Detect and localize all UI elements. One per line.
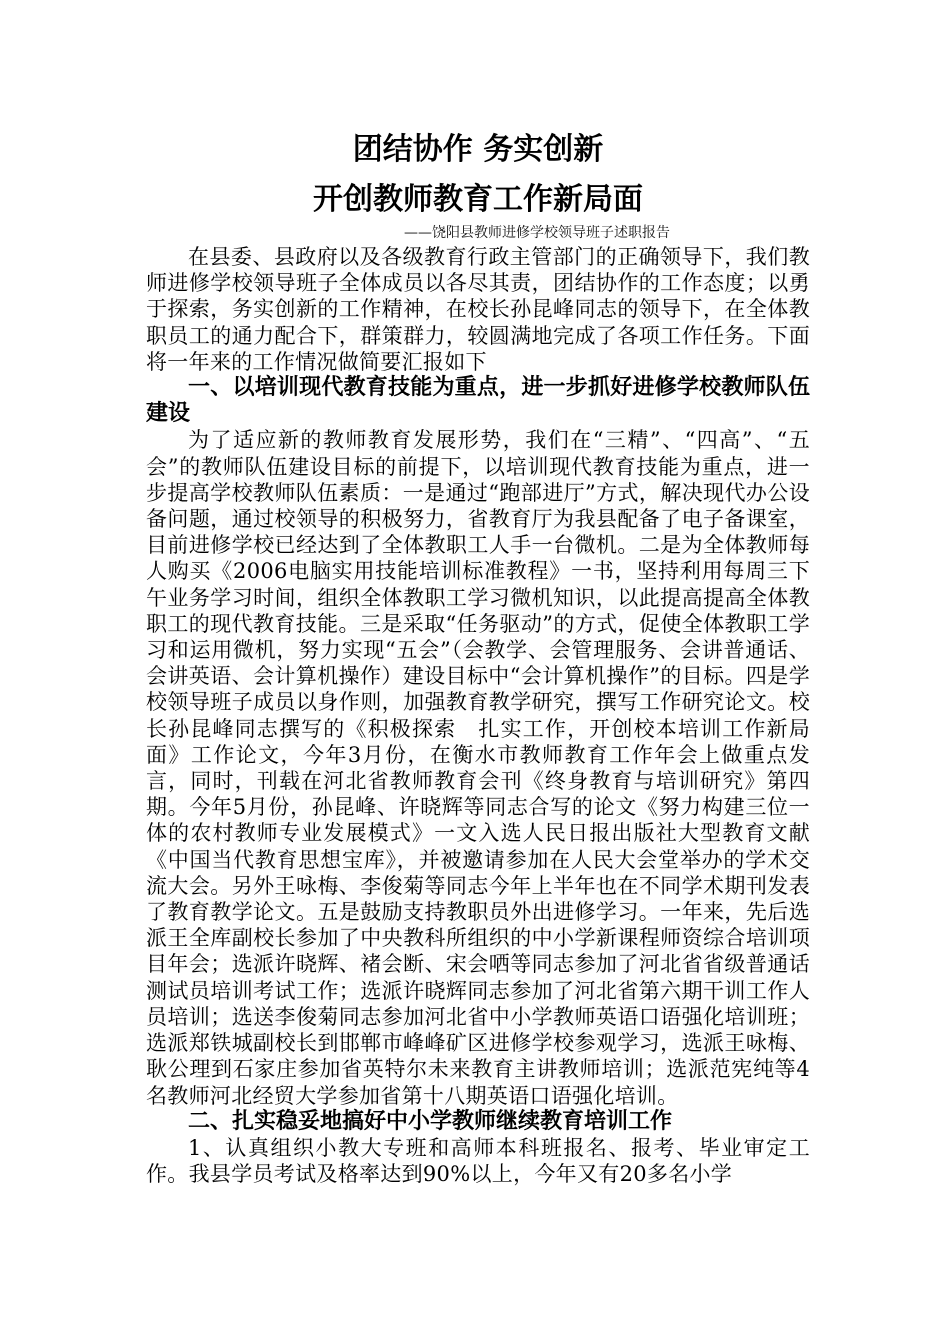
document-page [146,128,810,1187]
section-2-heading: 二、扎实稳妥地搞好中小学教师继续教育培训工作 [188,1108,673,1134]
document-subtitle: ——饶阳县教师进修学校领导班子述职报告 [404,225,670,241]
intro-paragraph: 在县委、县政府以及各级教育行政主管部门的正确领导下，我们教师进修学校领导班子全体成员以各尽其责，团结协作的工作态度；以勇于探索，务实创新的工作精神，在校长孙昆峰同志的领导下，在全体教职员工的通力配合下，群策群力，较圆满地完成了各项工作任务。下面将一年来的工作情况做简要汇报如下 [146,245,810,374]
section-1-paragraph: 为了适应新的教师教育发展形势，我们在“三精”、“四高”、“五会”的教师队伍建设目标的前提下，以培训现代教育技能为重点，进一步提高学校教师队伍素质：一是通过“跑部进厅”方式，解决现代办公设备问题，通过校领导的积极努力，省教育厅为我县配备了电子备课室，目前进修学校已经达到了全体教职工人手一台微机。二是为全体教师每人购买《2006电脑实用技能培训标准教程》一书，坚持利用每周三下午业务学习时间，组织全体教职工学习微机知识，以此提高提高全体教职工的现代教育技能。三是采取“任务驱动”的方式，促使全体教职工学习和运用微机，努力实现“五会”（会教学、会管理服务、会讲普通话、会讲英语、会计算机操作）建设目标中“会计算机操作”的目标。四是学校领导班子成员以身作则，加强教育教学研究，撰写工作研究论文。校长孙昆峰同志撰写的《积极探索 扎实工作，开创校本培训工作新局面》工作论文，今年3月份，在衡水市教师教育工作年会上做重点发言，同时，刊载在河北省教师教育会刊《终身教育与培训研究》第四期。今年5月份，孙昆峰、许晓辉等同志合写的论文《努力构建三位一体的农村教师专业发展模式》一文入选人民日报出版社大型教育文献《中国当代教育思想宝库》，并被邀请参加在人民大会堂举办的学术交流大会。另外王咏梅、李俊菊等同志今年上半年也在不同学术期刊发表了教育教学论文。五是鼓励支持教职员外出进修学习。一年来，先后选派王全库副校长参加了中央教科所组织的中小学新课程师资综合培训项目年会；选派许晓辉、褚会断、宋会哂等同志参加了河北省省级普通话测试员培训考试工作；选派许晓辉同志参加了河北省第六期干训工作人员培训；选送李俊菊同志参加河北省中小学教师英语口语强化培训班；选派郑铁城副校长到邯郸市峰峰矿区进修学校参观学习，选派王咏梅、耿公理到石家庄参加省英特尔未来教育主讲教师培训；选派范宪纯等4名教师河北经贸大学参加省第十八期英语口语强化培训。 [146,428,810,1108]
section-2-paragraph: 1、认真组织小教大专班和高师本科班报名、报考、毕业审定工作。我县学员考试及格率达到90%以上，今年又有20多名小学 [146,1135,810,1187]
document-title-line-2: 开创教师教育工作新局面 [313,182,643,217]
section-1-heading: 一、以培训现代教育技能为重点，进一步抓好进修学校教师队伍建设 [146,375,810,427]
document-title-line-1: 团结协作 务实创新 [352,132,604,167]
